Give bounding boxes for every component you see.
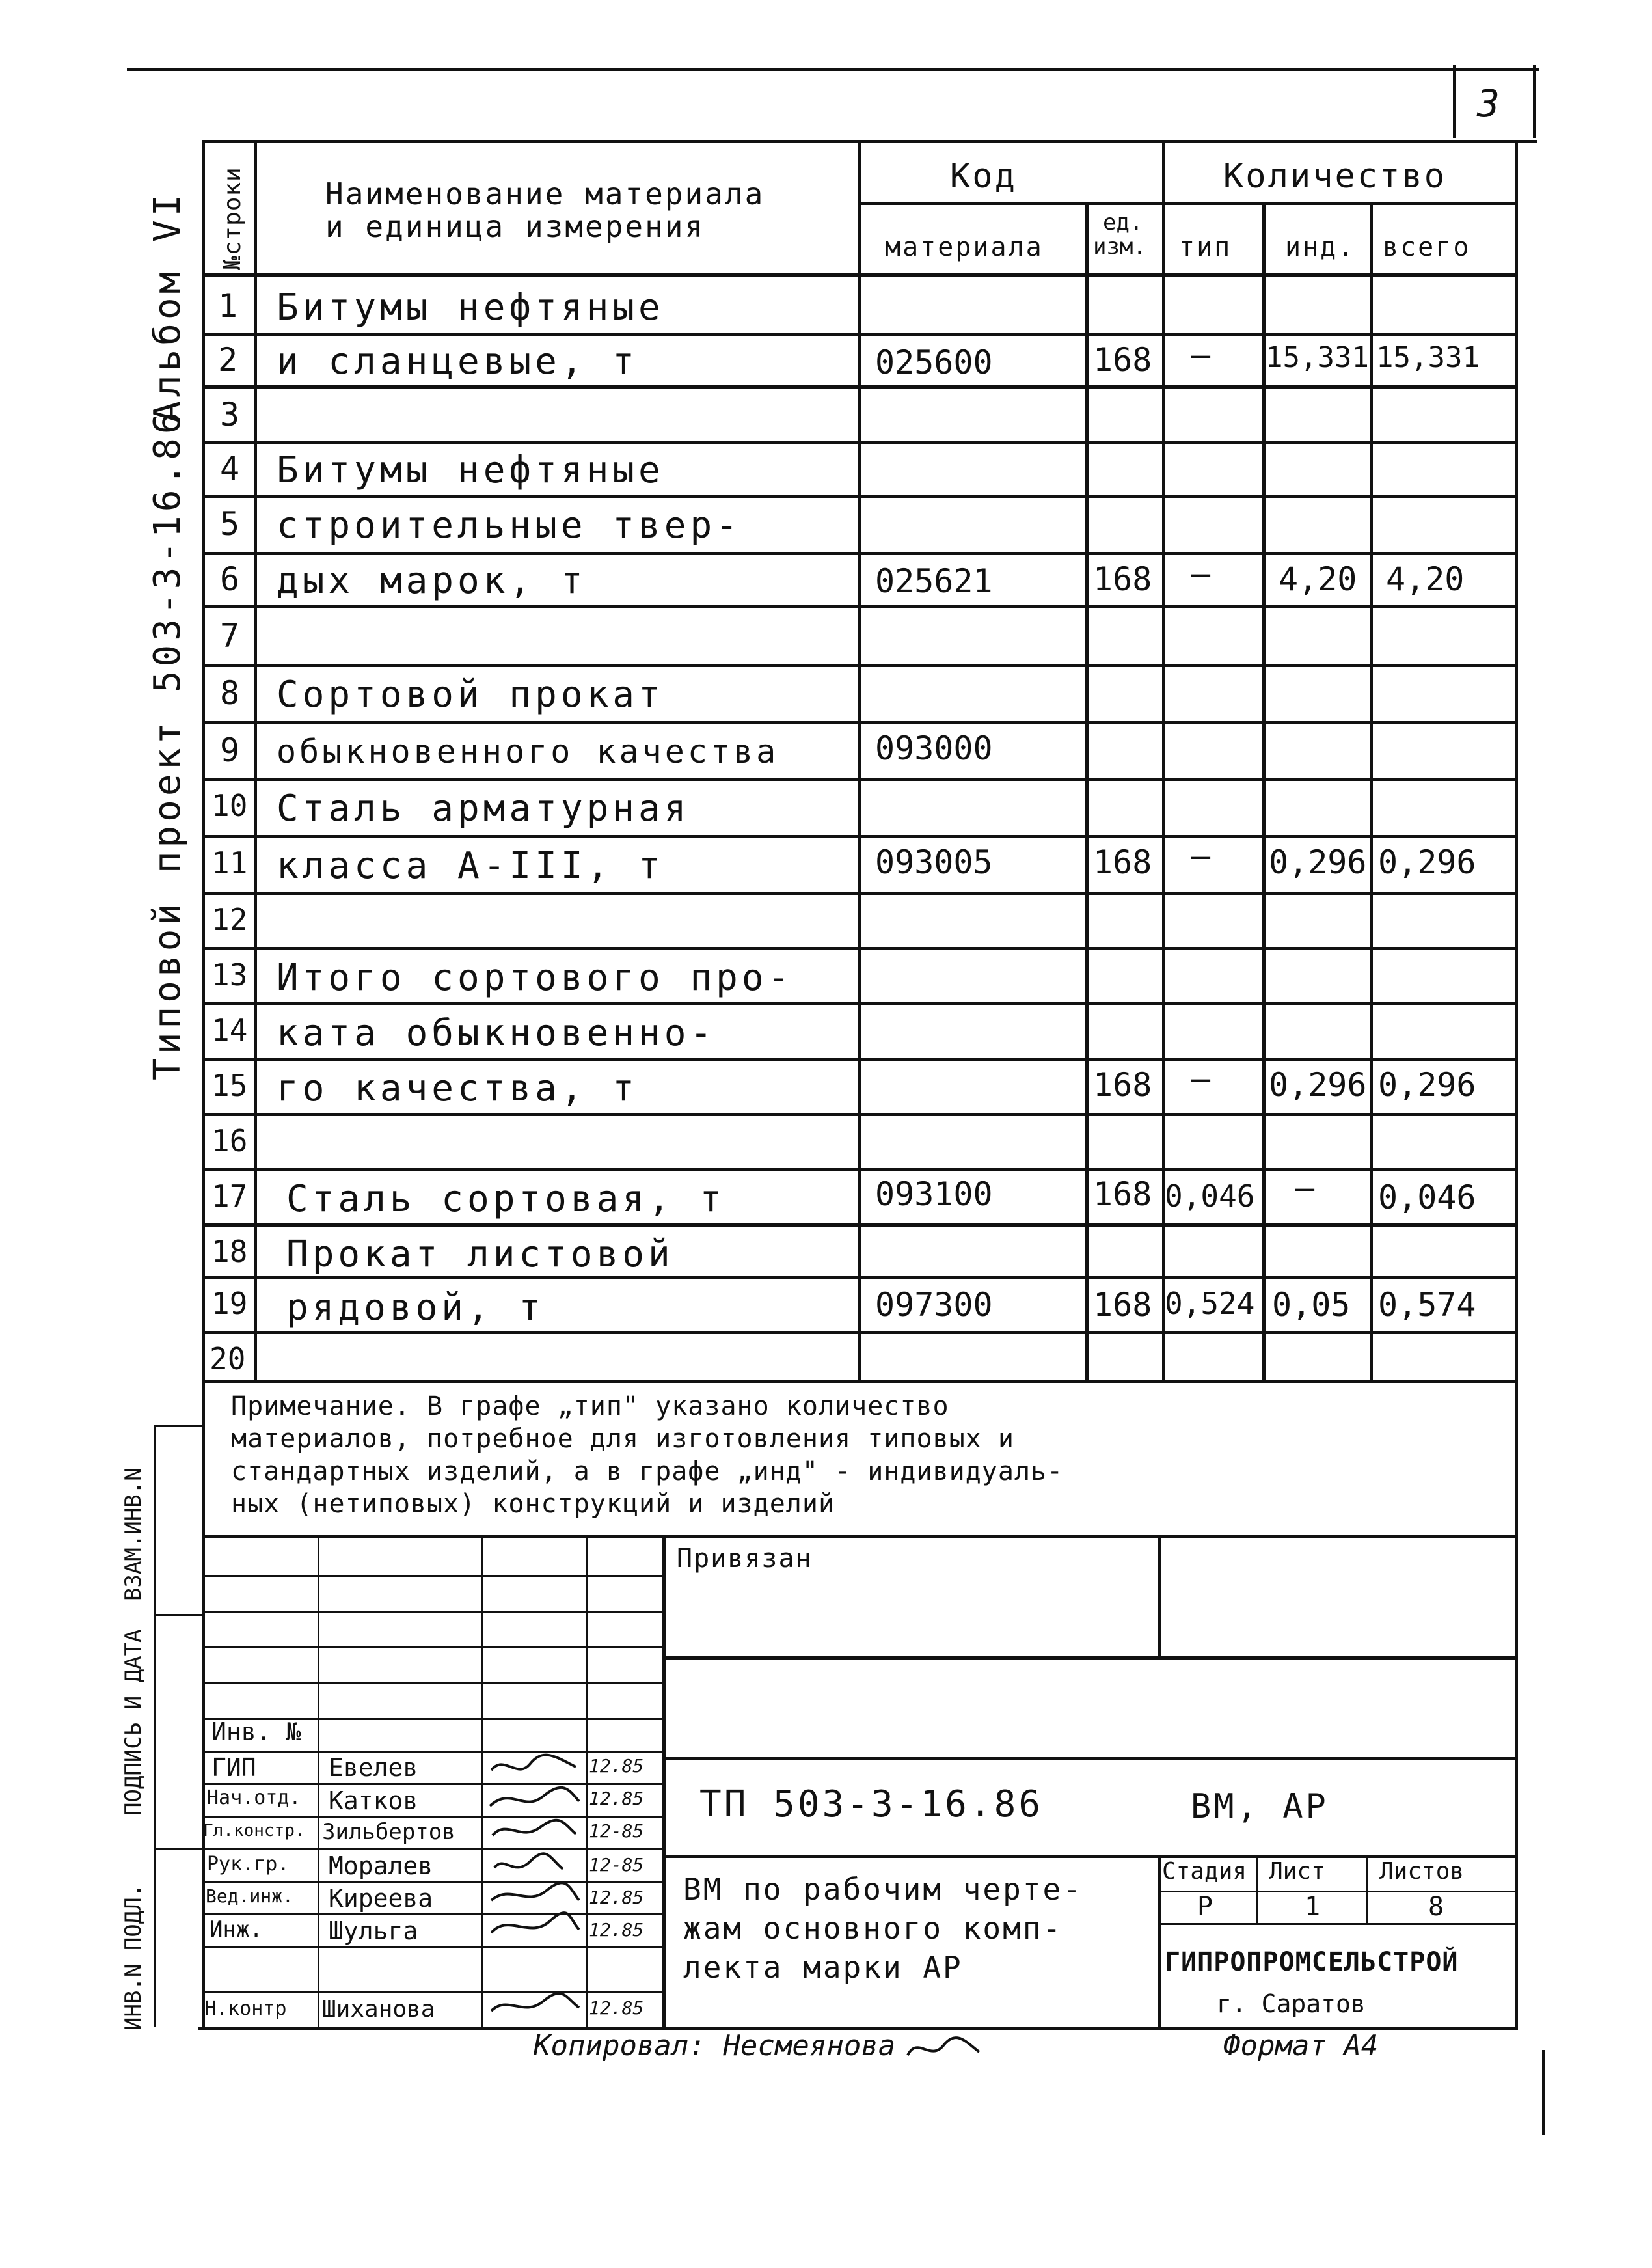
header-name-line1: Наименование материала (325, 176, 765, 212)
signer-date: 12-85 (589, 1820, 644, 1842)
sheets-label: Листов (1379, 1858, 1465, 1885)
side-strip-line (154, 1425, 156, 2027)
header-name-line2: и единица измерения (325, 209, 705, 244)
header-unit-line2: изм. (1093, 234, 1146, 260)
stage-value: Р (1197, 1892, 1213, 1922)
row-unit: 168 (1093, 560, 1152, 598)
row-name: Прокат листовой (286, 1233, 674, 1276)
row-name: Сортовой прокат (277, 674, 664, 716)
header-quantity: Количество (1223, 157, 1447, 196)
signer-name: Евелев (329, 1753, 418, 1782)
row-name: класса А-III, т (277, 845, 664, 887)
signer-role: Вед.инж. (206, 1885, 293, 1907)
row-number: 1 (218, 287, 238, 325)
doc-title-line: ВМ по рабочим черте- (683, 1872, 1083, 1907)
row-code: 097300 (875, 1286, 993, 1324)
row-code: 093005 (875, 843, 993, 881)
col-rowno-line (254, 140, 257, 1380)
row-line (202, 1331, 1518, 1334)
signer-name: Моралев (329, 1851, 433, 1880)
stamp-line (1366, 1855, 1368, 1923)
row-line (202, 1223, 1518, 1227)
note-line: материалов, потребное для изготовления типовых и (231, 1424, 1014, 1454)
album-label: Альбом VI (146, 190, 189, 423)
signer-role: Н.контр (204, 1997, 287, 2020)
row-name: Битумы нефтяные (277, 286, 664, 329)
row-name: строительные твер- (277, 504, 742, 547)
stamp-line (1256, 1855, 1258, 1923)
row-name: рядовой, т (286, 1287, 545, 1329)
row-line (202, 441, 1518, 444)
row-number: 8 (220, 674, 240, 712)
row-name: Сталь арматурная (277, 787, 690, 830)
row-number: 4 (220, 450, 240, 487)
row-number: 18 (211, 1234, 248, 1269)
doc-code: ТП 503-3-16.86 (699, 1783, 1044, 1825)
stamp-row-line (202, 1575, 662, 1577)
row-unit: 168 (1093, 1175, 1152, 1213)
doc-mark: ВМ, АР (1191, 1787, 1329, 1826)
stamp-row-line (202, 1611, 662, 1613)
header-code: Код (950, 157, 1017, 196)
header-midline (858, 202, 1518, 205)
row-total: 0,574 (1378, 1286, 1476, 1324)
stamp-row-line (202, 1913, 662, 1915)
signer-name: Шульга (329, 1917, 418, 1945)
stamp-row-line (202, 1646, 662, 1648)
top-border (127, 68, 1539, 71)
row-line (202, 778, 1518, 781)
signer-role: Гл.констр. (203, 1821, 305, 1840)
stamp-col-line (481, 1535, 483, 2027)
row-number: 6 (220, 560, 240, 598)
row-number: 17 (211, 1179, 248, 1214)
stamp-row-line (202, 1682, 662, 1684)
row-number: 19 (211, 1286, 248, 1321)
row-number: 5 (220, 505, 240, 543)
row-line (202, 1380, 1518, 1383)
header-ind: инд. (1285, 232, 1356, 262)
signer-name: Зильбертов (322, 1819, 455, 1845)
row-number: 13 (211, 957, 248, 992)
side-strip-line (154, 1425, 202, 1427)
row-number: 7 (220, 617, 240, 655)
copied-by: Копировал: Несмеянова (534, 2029, 896, 2062)
organization: ГИПРОПРОМСЕЛЬСТРОЙ (1165, 1947, 1459, 1977)
signer-name: Катков (329, 1786, 418, 1815)
row-ind: 4,20 (1279, 560, 1357, 598)
table-left-border (202, 140, 205, 2030)
copier-signature-icon (904, 2029, 982, 2068)
row-line (202, 1002, 1518, 1005)
signer-role: Нач.отд. (207, 1786, 301, 1809)
stamp-col-line (662, 1535, 666, 2027)
row-typ: — (1191, 554, 1211, 592)
row-number: 15 (211, 1068, 248, 1103)
header-typ: тип (1179, 232, 1232, 262)
row-number: 20 (210, 1341, 246, 1376)
row-name: го качества, т (277, 1067, 639, 1110)
row-name: и сланцевые, т (277, 340, 639, 383)
side-strip-line (154, 1848, 202, 1850)
row-line (202, 892, 1518, 895)
stamp-privyazan-divider (1158, 1535, 1161, 1658)
col-ind-line (1262, 202, 1266, 1380)
note-line: стандартных изделий, а в графе „инд" - индивидуаль- (231, 1456, 1064, 1486)
stamp-title-divider (1158, 1855, 1161, 2027)
col-unit-line (1085, 202, 1089, 1380)
row-ind: — (1295, 1169, 1315, 1207)
note-line: ных (нетиповых) конструкций и изделий (231, 1489, 835, 1519)
stamp-col-line (586, 1535, 588, 2027)
row-ind: 0,296 (1269, 1066, 1367, 1104)
row-line (202, 721, 1518, 724)
row-name: обыкновенного качества (277, 733, 779, 771)
stamp-row-line (202, 1946, 662, 1948)
signer-date: 12.85 (589, 1788, 644, 1809)
row-line (202, 1113, 1518, 1116)
row-name: дых марок, т (277, 560, 587, 602)
page-number-box-right (1533, 65, 1536, 138)
row-line (202, 385, 1518, 389)
row-code: 025621 (875, 562, 993, 600)
row-total: 0,296 (1378, 1066, 1476, 1104)
stamp-line (662, 1757, 1518, 1760)
row-number: 2 (218, 341, 238, 379)
stamp-top (202, 1535, 1518, 1538)
stamp-row-line (202, 1991, 662, 1993)
row-ind: 15,331 (1266, 341, 1369, 374)
row-unit: 168 (1093, 843, 1152, 881)
row-number: 12 (211, 902, 248, 937)
row-line (202, 605, 1518, 608)
signature-icon (485, 1751, 582, 2024)
row-unit: 168 (1093, 341, 1152, 379)
col-total-line (1370, 202, 1373, 1380)
stamp-col-line (318, 1535, 319, 2027)
row-name: Сталь сортовая, т (286, 1178, 726, 1220)
row-typ: — (1191, 837, 1211, 875)
signer-role: ГИП (211, 1753, 256, 1782)
row-typ: — (1191, 336, 1211, 374)
signer-role: Инж. (210, 1917, 263, 1943)
row-ind: 0,296 (1269, 843, 1367, 881)
doc-title-line: жам основного комп- (683, 1911, 1063, 1946)
row-line (202, 1058, 1518, 1061)
row-line (202, 1168, 1518, 1171)
row-total: 0,046 (1378, 1179, 1476, 1216)
row-ind: 0,05 (1272, 1286, 1351, 1324)
stamp-line (1158, 1923, 1518, 1925)
row-total: 4,20 (1386, 560, 1465, 598)
signature-date-label: ПОДПИСЬ И ДАТА (120, 1629, 146, 1816)
edge-mark (1542, 2050, 1545, 2135)
signer-date: 12.85 (589, 1919, 644, 1941)
row-unit: 168 (1093, 1286, 1152, 1324)
row-name: Итого сортового про- (277, 957, 794, 999)
header-row-number: №строки (219, 167, 246, 270)
header-unit-line1: ед. (1103, 210, 1143, 236)
stamp-line (662, 1656, 1518, 1660)
signer-name: Шиханова (322, 1996, 435, 2023)
row-typ: — (1191, 1059, 1211, 1097)
privyazan-label: Привязан (677, 1544, 813, 1574)
inv-no-label: Инв. № (211, 1717, 301, 1746)
col-code-line (858, 140, 861, 1380)
header-total: всего (1383, 232, 1471, 262)
row-number: 10 (211, 788, 248, 823)
doc-title-line: лекта марки АР (683, 1950, 963, 1985)
row-unit: 168 (1093, 1066, 1152, 1104)
stamp-row-line (202, 1783, 662, 1785)
sheet-label: Лист (1269, 1858, 1325, 1885)
row-typ: 0,524 (1165, 1286, 1255, 1321)
row-line (202, 495, 1518, 498)
row-line (202, 333, 1518, 336)
stamp-row-line (202, 1751, 662, 1753)
signer-date: 12.85 (589, 1997, 644, 2019)
row-number: 11 (211, 845, 248, 881)
row-line (202, 947, 1518, 950)
signer-date: 12-85 (589, 1854, 644, 1876)
signer-name: Киреева (329, 1884, 433, 1913)
stamp-row-line (202, 1816, 662, 1818)
page-number-box-left (1453, 65, 1456, 138)
row-total: 15,331 (1376, 341, 1480, 374)
row-line (202, 664, 1518, 667)
row-number: 14 (211, 1013, 248, 1048)
signer-role: Рук.гр. (207, 1853, 290, 1876)
row-name: Битумы нефтяные (277, 449, 664, 491)
header-material: материала (885, 232, 1044, 262)
row-number: 3 (220, 396, 240, 433)
sheets-value: 8 (1428, 1892, 1444, 1922)
note-line: Примечание. В графе „тип" указано количество (231, 1391, 949, 1421)
row-line (202, 835, 1518, 838)
row-number: 9 (220, 731, 240, 769)
stamp-row-line (202, 1848, 662, 1850)
row-name: ката обыкновенно- (277, 1012, 716, 1054)
row-code: 025600 (875, 344, 993, 381)
row-code: 093000 (875, 730, 993, 767)
city: г. Саратов (1217, 1989, 1366, 2018)
row-line (202, 1276, 1518, 1279)
row-code: 093100 (875, 1175, 993, 1213)
signer-date: 12.85 (589, 1755, 644, 1777)
page-number: 3 (1477, 81, 1500, 126)
signer-date: 12.85 (589, 1887, 644, 1908)
sheet-value: 1 (1305, 1892, 1321, 1922)
row-number: 16 (211, 1123, 248, 1158)
stamp-row-line (202, 1881, 662, 1883)
side-strip-line (154, 1614, 202, 1616)
row-typ: 0,046 (1165, 1179, 1255, 1214)
inv-zam-label: ВЗАМ.ИНВ.N (120, 1468, 146, 1601)
row-line (202, 552, 1518, 555)
stage-label: Стадия (1162, 1858, 1247, 1885)
table-right-border (1515, 140, 1518, 2030)
inv-podl-label: ИНВ.N ПОДЛ. (120, 1883, 146, 2030)
table-top-border (202, 140, 1537, 143)
paper-format: Формат А4 (1223, 2029, 1379, 2062)
project-label: Типовой проект 503-3-16.86 (146, 408, 189, 1080)
row-total: 0,296 (1378, 843, 1476, 881)
